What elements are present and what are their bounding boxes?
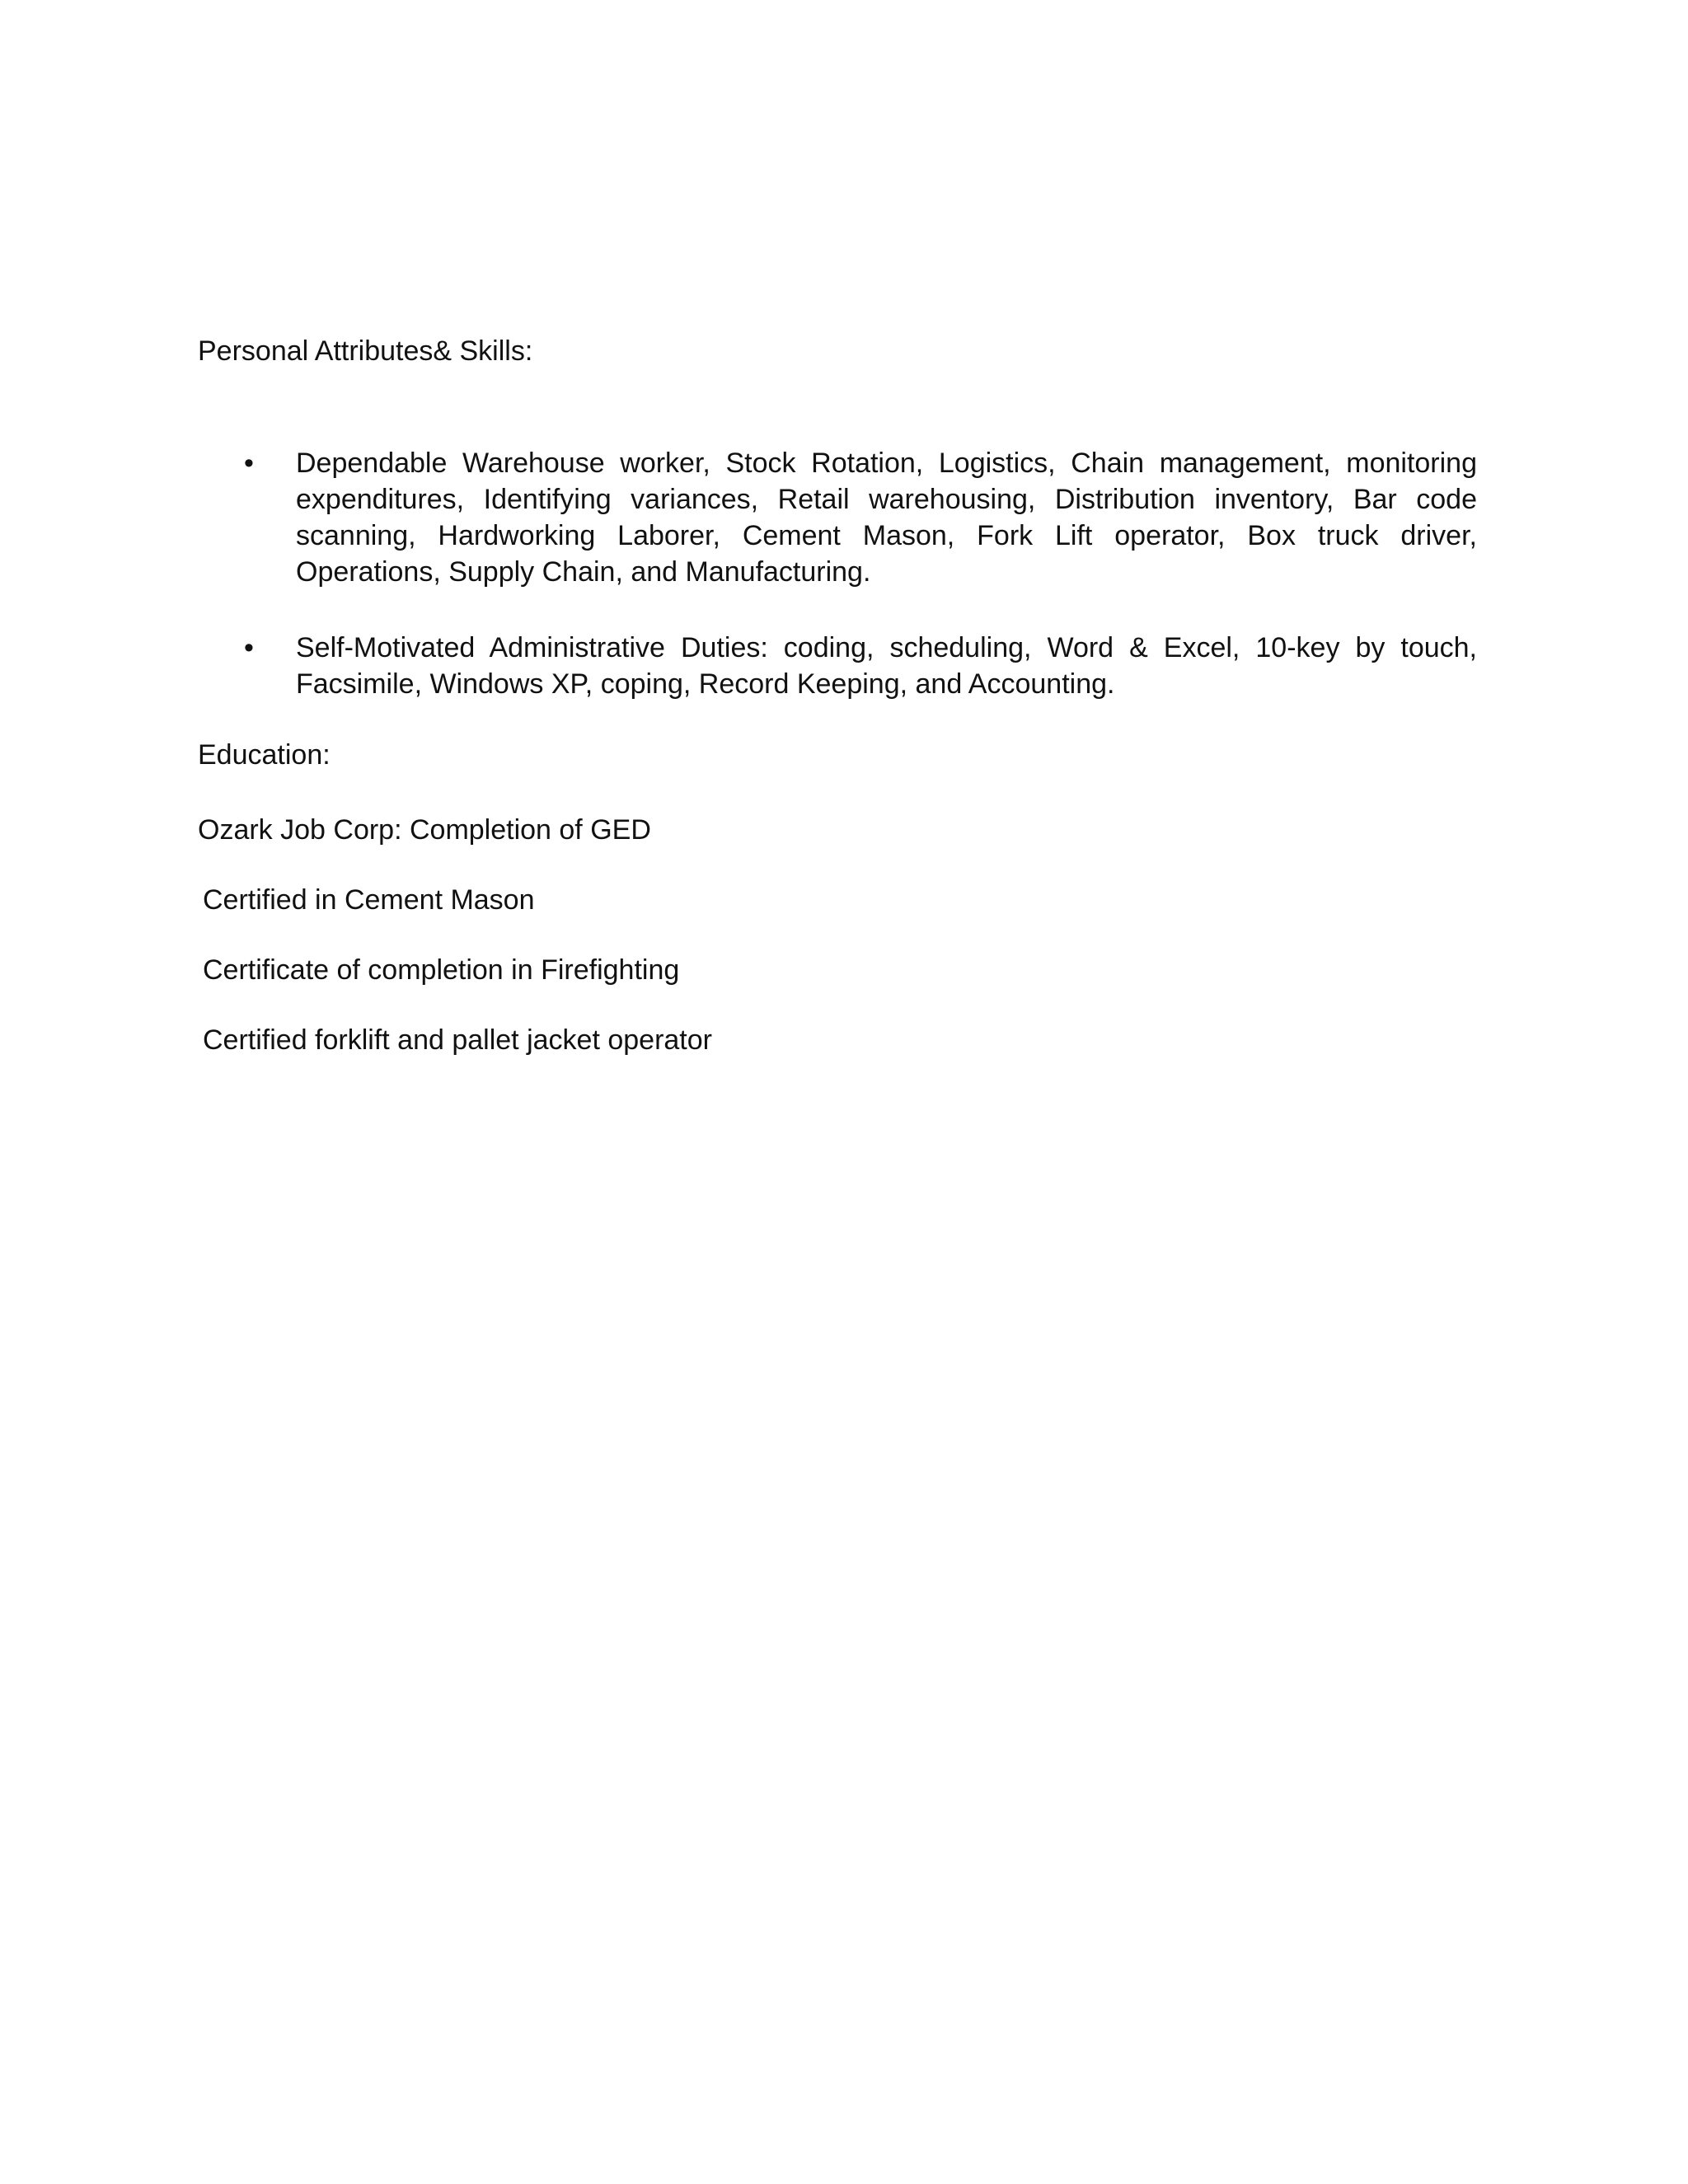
skill-item-text: Self-Motivated Administrative Duties: coding, scheduling, Word & Excel, 10-key by touch, Facsimile, Windows XP, coping, Record Keeping, and Accounting. — [296, 632, 1477, 700]
skills-heading: Personal Attributes& Skills: — [198, 335, 533, 367]
education-entry: Certified in Cement Mason — [203, 884, 535, 916]
skills-list — [198, 445, 1477, 742]
education-heading: Education: — [198, 739, 331, 771]
bullet-icon: • — [244, 448, 254, 479]
bullet-icon: • — [244, 632, 254, 663]
skill-item-text: Dependable Warehouse worker, Stock Rotation, Logistics, Chain management, monitoring expenditures, Identifying variances, Retail warehousing, Distribution inventory, Bar code scanning, Hardworking Laborer, Cement Mason, Fork Lift operator, Box truck driver, Operations, Supply Chain, and Manufacturing. — [296, 448, 1477, 588]
education-entry: Certificate of completion in Firefighting — [203, 954, 680, 986]
skill-item-administrative — [198, 630, 1477, 702]
skill-item-warehouse — [198, 445, 1477, 590]
education-entry: Ozark Job Corp: Completion of GED — [198, 814, 651, 846]
education-entry: Certified forklift and pallet jacket operator — [203, 1024, 712, 1056]
